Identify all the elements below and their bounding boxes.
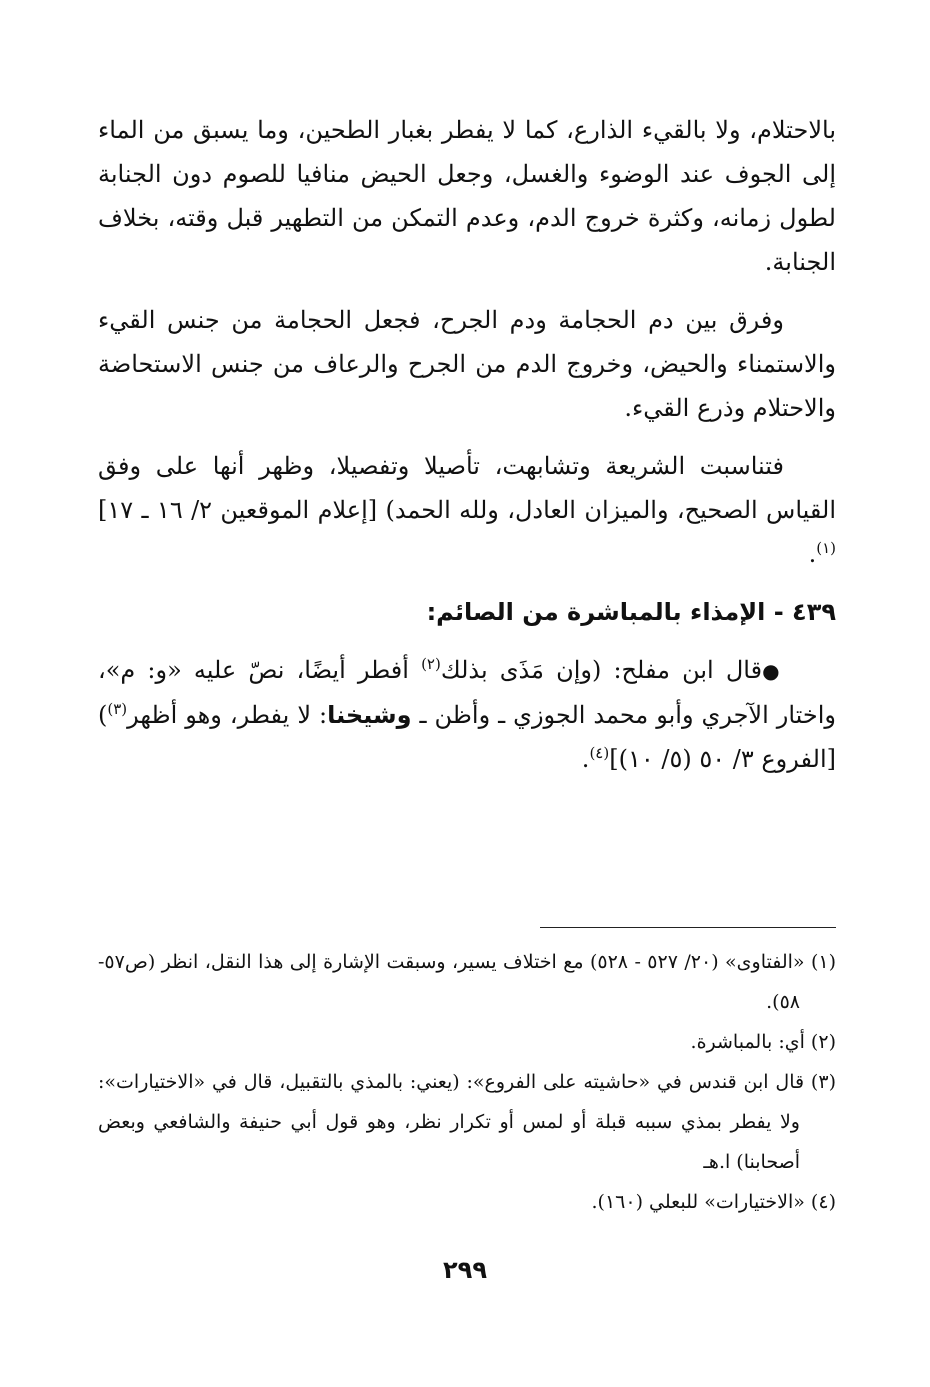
paragraph-3 — [98, 444, 836, 576]
footnote-ref-3: (٣) — [107, 700, 128, 718]
paragraph-4-part-d: ) [الفروع ٣/ ٥٠ (٥/ ١٠)] — [98, 701, 836, 773]
footnote-3: (٣) قال ابن قندس في «حاشيته على الفروع»: (يعني: بالمذي بالتقبيل، قال في «الاختيارات»: ولا يفطر بمذي سببه قبلة أو لمس أو تكرار نظر، وهو قول أبي حنيفة والشافعي وبعض أصحابنا) ا.هـ — [98, 1071, 836, 1173]
paragraph-1: بالاحتلام، ولا بالقيء الذارع، كما لا يفطر بغبار الطحين، وما يسبق من الماء إلى الجوف عند الوضوء والغسل، وجعل الحيض منافيا للصوم دون الجنابة لطول زمانه، وكثرة خروج الدم، وعدم التمكن من التطهير قبل وقته، بخلاف الجنابة. — [98, 116, 836, 276]
page-number: ٢٩٩ — [443, 1256, 487, 1284]
paragraph-4-part-b: أفطر أيضًا، نصّ عليه «و: م»، واختار الآجري وأبو محمد الجوزي ـ وأظن ـ — [98, 656, 836, 729]
footnote-ref-2: (٢) — [421, 655, 441, 673]
footnotes — [98, 942, 836, 1222]
footnote-4: (٤) «الاختيارات» للبعلي (١٦٠). — [591, 1191, 836, 1213]
main-text — [98, 108, 836, 781]
paragraph-4-part-a: قال ابن مفلح: (وإن مَذَى بذلك — [440, 656, 763, 684]
paragraph-4 — [98, 648, 836, 781]
section-heading: ٤٣٩ - الإمذاء بالمباشرة من الصائم: — [426, 598, 836, 626]
footnote-1: (١) «الفتاوى» (٢٠/ ٥٢٧ - ٥٢٨) مع اختلاف يسير، وسبقت الإشارة إلى هذا النقل، انظر (ص٥٧- ٥٨). — [98, 951, 837, 1013]
paragraph-3-text: فتناسبت الشريعة وتشابهت، تأصيلا وتفصيلا، وظهر أنها على وفق القياس الصحيح، والميزان العادل، ولله الحمد) [إعلام الموقعين ٢/ ١٦ ـ ١٧] — [98, 452, 837, 524]
footnote-ref-4: (٤) — [589, 744, 610, 762]
paragraph-4-part-c: : لا يفطر، وهو أظهر — [127, 701, 328, 729]
bullet-icon: ● — [762, 659, 784, 683]
paragraph-2: وفرق بين دم الحجامة ودم الجرح، فجعل الحجامة من جنس القيء والاستمناء والحيض، وخروج الدم من الجرح والرعاف من جنس الاستحاضة والاحتلام وذرع القيء. — [98, 306, 836, 422]
footnote-ref-1: (١) — [816, 539, 836, 557]
paragraph-4-end: . — [581, 745, 590, 773]
footnote-divider — [540, 927, 836, 928]
footnote-2: (٢) أي: بالمباشرة. — [690, 1031, 836, 1053]
paragraph-3-end: . — [808, 540, 817, 568]
sheikh-label: وشيخنا — [327, 701, 412, 729]
